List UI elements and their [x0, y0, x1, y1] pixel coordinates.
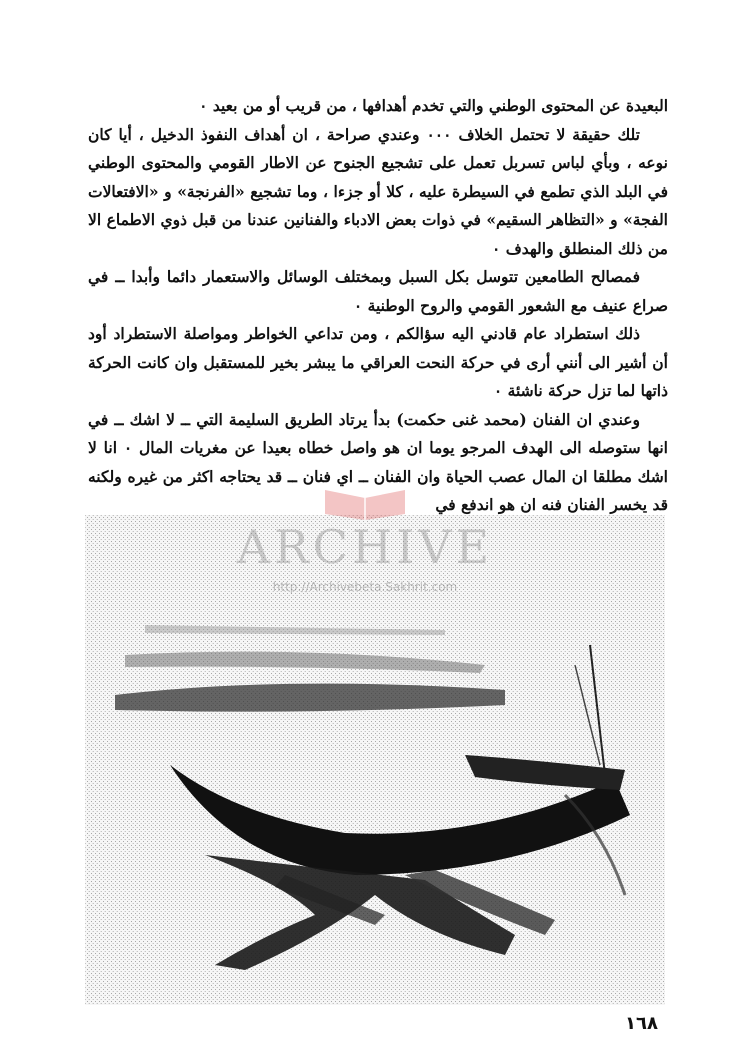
watermark-url: http://Archivebeta.Sakhrit.com	[272, 580, 458, 594]
paragraph-2: تلك حقيقة لا تحتمل الخلاف ٠٠٠ وعندي صراحة ، ان أهداف النفوذ الدخيل ، أيا كان نوعه ، وبأي لباس تسربل تعمل على تشجيع الجنوح عن الاطار القومي والمحتوى الوطني في البلد الذي تطمع في السيطرة عليه ، كلا أو جزءا ، وما تشجيع «الفرنجة» و «الافتعالات الفجة» و «التظاهر السقيم» في ذوات بعض الادباء والفنانين عندنا من قبل ذوي الاطماع الا من ذلك المنطلق والهدف ٠	[88, 124, 668, 258]
paragraph-5: وعندي ان الفنان (محمد غنى حكمت) بدأ يرتاد الطريق السليمة التي ــ لا اشك ــ في انها ستوصله الى الهدف المرجو يوما ان هو واصل خطاه بعيدا عن مغريات المال ٠ انا لا اشك مطلقا ان المال عصب الحياة وان الفنان ــ اي فنان ــ قد يحتاجه اكثر من غيره ولكنه قد يخسر الفنان فنه ان هو اندفع في	[88, 409, 668, 514]
paragraph-1: البعيدة عن المحتوى الوطني والتي تخدم أهدافها ، من قريب أو من بعيد ٠	[199, 96, 668, 115]
boats-sketch-illustration	[85, 515, 665, 1005]
paragraph-4: ذلك استطراد عام قادني اليه سؤالكم ، ومن تداعي الخواطر ومواصلة الاستطراد أود أن أشير الى أنني أرى في حركة النحت العراقي ما يبشر بخير للمستقبل وان كانت الحركة ذاتها لما تزل حركة ناشئة ٠	[88, 324, 668, 400]
paragraph-3: فمصالح الطامعين تتوسل بكل السبل وبمختلف الوسائل والاستعمار دائما وأبدا ــ في صراع عنيف مع الشعور القومي والروح الوطنية ٠	[88, 267, 668, 315]
page-number: ١٦٨	[625, 1013, 658, 1034]
watermark-title: ARCHIVE	[236, 520, 494, 574]
article-text	[88, 92, 668, 520]
